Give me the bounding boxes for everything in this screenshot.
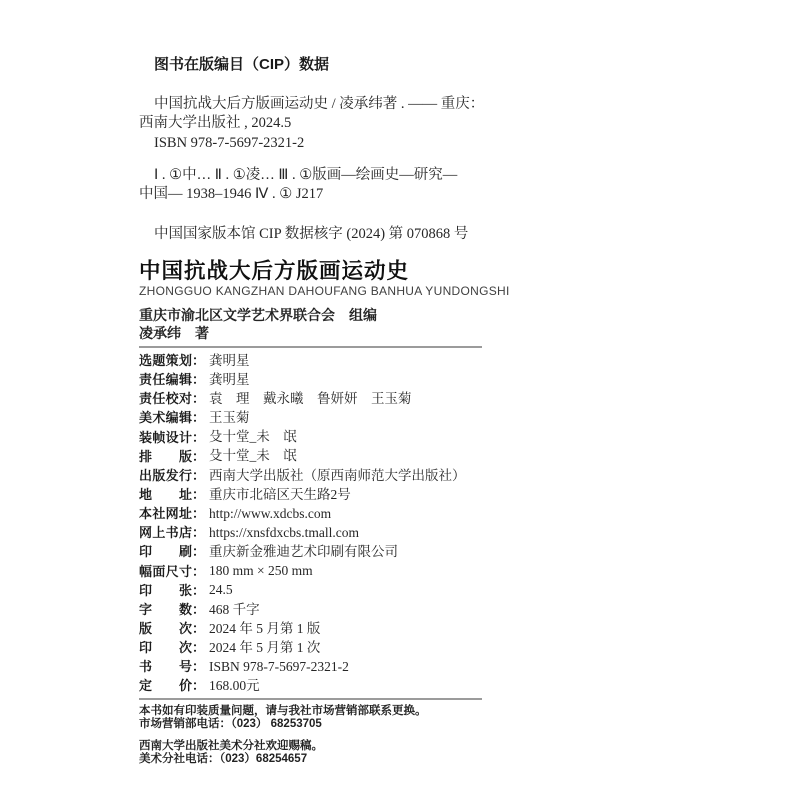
row-value-url: http://www.xdcbs.com <box>209 506 332 522</box>
quality-note-phone: 市场营销部电话：（023） 68253705 <box>139 718 322 731</box>
row-label: 定价 <box>139 678 192 694</box>
quality-note-line: 本书如有印装质量问题，请与我社市场营销部联系更换。 <box>139 705 427 718</box>
row-colon: ： <box>192 486 206 502</box>
colophon-row <box>139 408 569 427</box>
row-label: 印刷 <box>139 544 192 560</box>
cip-registry <box>139 225 569 244</box>
colophon-row <box>139 619 569 638</box>
row-value: 2024 年 5 月第 1 次 <box>209 640 321 656</box>
row-colon: ： <box>192 391 206 407</box>
row-colon: ： <box>192 372 206 388</box>
row-colon: ： <box>192 506 206 522</box>
row-label: 地址 <box>139 486 192 502</box>
row-value: 24.5 <box>209 582 233 598</box>
row-label: 版次 <box>139 620 192 636</box>
colophon-row <box>139 657 569 676</box>
divider-bottom <box>139 698 482 700</box>
colophon-row <box>139 523 569 542</box>
row-label: 字数 <box>139 601 192 617</box>
row-label: 幅面尺寸 <box>139 563 192 579</box>
row-colon: ： <box>192 448 206 464</box>
row-colon: ： <box>192 563 206 579</box>
cip-record <box>139 95 569 153</box>
colophon-row <box>139 638 569 657</box>
row-label: 责任编辑 <box>139 372 192 388</box>
quality-note <box>139 705 569 731</box>
colophon-list <box>139 351 569 696</box>
row-colon: ： <box>192 601 206 617</box>
row-label: 美术编辑 <box>139 410 192 426</box>
row-label: 书号 <box>139 659 192 675</box>
organizer-line: 重庆市渝北区文学艺术界联合会 组编 <box>139 306 377 323</box>
book-title-pinyin: ZHONGGUO KANGZHAN DAHOUFANG BANHUA YUNDONGSHI <box>139 283 510 298</box>
row-colon: ： <box>192 659 206 675</box>
row-colon: ： <box>192 620 206 636</box>
row-label: 装帧设计 <box>139 429 192 445</box>
cip-record-line: 中国抗战大后方版画运动史 / 凌承纬著 . —— 重庆： <box>154 96 485 112</box>
colophon-row <box>139 351 569 370</box>
copyright-page <box>139 0 569 766</box>
row-label: 排版 <box>139 448 192 464</box>
row-colon: ： <box>192 410 206 426</box>
row-value: 2024 年 5 月第 1 版 <box>209 620 321 636</box>
row-colon: ： <box>192 467 206 483</box>
row-value: 重庆市北碚区天生路2号 <box>209 486 351 502</box>
colophon-row <box>139 485 569 504</box>
cip-classification <box>139 166 569 205</box>
colophon-row <box>139 466 569 485</box>
cip-record-line: 西南大学出版社 , 2024.5 <box>139 115 292 132</box>
author-line: 凌承纬 著 <box>139 324 209 341</box>
colophon-row <box>139 676 569 695</box>
submission-note-phone: 美术分社电话：（023）68254657 <box>139 752 308 765</box>
row-value: 重庆新金雅迪艺术印刷有限公司 <box>209 544 399 560</box>
colophon-row <box>139 561 569 580</box>
row-value: 王玉菊 <box>209 410 250 426</box>
row-label: 印张 <box>139 582 192 598</box>
submission-note <box>139 740 569 766</box>
row-colon: ： <box>192 640 206 656</box>
row-value: 龚明星 <box>209 352 250 368</box>
row-label: 本社网址 <box>139 506 192 522</box>
cip-classification-line: 中国— 1938–1946 Ⅳ . ① J217 <box>139 186 324 203</box>
row-value: 殳十堂_未 氓 <box>209 448 297 464</box>
row-value: 殳十堂_未 氓 <box>209 429 297 445</box>
row-value: 468 千字 <box>209 601 260 617</box>
row-value-url: https://xnsfdxcbs.tmall.com <box>209 525 360 541</box>
row-value: 龚明星 <box>209 372 250 388</box>
colophon-row <box>139 542 569 561</box>
row-value: 180 mm × 250 mm <box>209 563 313 579</box>
row-value: 西南大学出版社（原西南师范大学出版社） <box>209 467 466 483</box>
cip-registry-line: 中国国家版本馆 CIP 数据核字 (2024) 第 070868 号 <box>154 226 469 243</box>
divider-top <box>139 346 482 348</box>
row-colon: ： <box>192 352 206 368</box>
colophon-row <box>139 600 569 619</box>
row-label: 出版发行 <box>139 467 192 483</box>
row-label: 选题策划 <box>139 352 192 368</box>
colophon-row <box>139 446 569 465</box>
colophon-row <box>139 370 569 389</box>
row-value: 袁 理 戴永曦 鲁妍妍 王玉菊 <box>209 391 412 407</box>
cip-heading: 图书在版编目（CIP）数据 <box>154 56 330 73</box>
colophon-row <box>139 504 569 523</box>
cip-isbn-line: ISBN 978-7-5697-2321-2 <box>154 134 305 151</box>
colophon-row <box>139 427 569 446</box>
submission-note-line: 西南大学出版社美术分社欢迎赐稿。 <box>139 739 323 752</box>
row-colon: ： <box>192 678 206 694</box>
colophon-row <box>139 580 569 599</box>
row-label: 责任校对 <box>139 391 192 407</box>
row-colon: ： <box>192 429 206 445</box>
row-colon: ： <box>192 525 206 541</box>
row-label: 印次 <box>139 640 192 656</box>
row-label: 网上书店 <box>139 525 192 541</box>
cip-classification-line: Ⅰ . ①中… Ⅱ . ①凌… Ⅲ . ①版画—绘画史—研究— <box>154 166 458 183</box>
colophon-row <box>139 389 569 408</box>
row-value: 168.00元 <box>209 678 260 694</box>
book-title: 中国抗战大后方版画运动史 <box>139 258 410 283</box>
row-value: ISBN 978-7-5697-2321-2 <box>209 659 349 675</box>
row-colon: ： <box>192 582 206 598</box>
row-colon: ： <box>192 544 206 560</box>
